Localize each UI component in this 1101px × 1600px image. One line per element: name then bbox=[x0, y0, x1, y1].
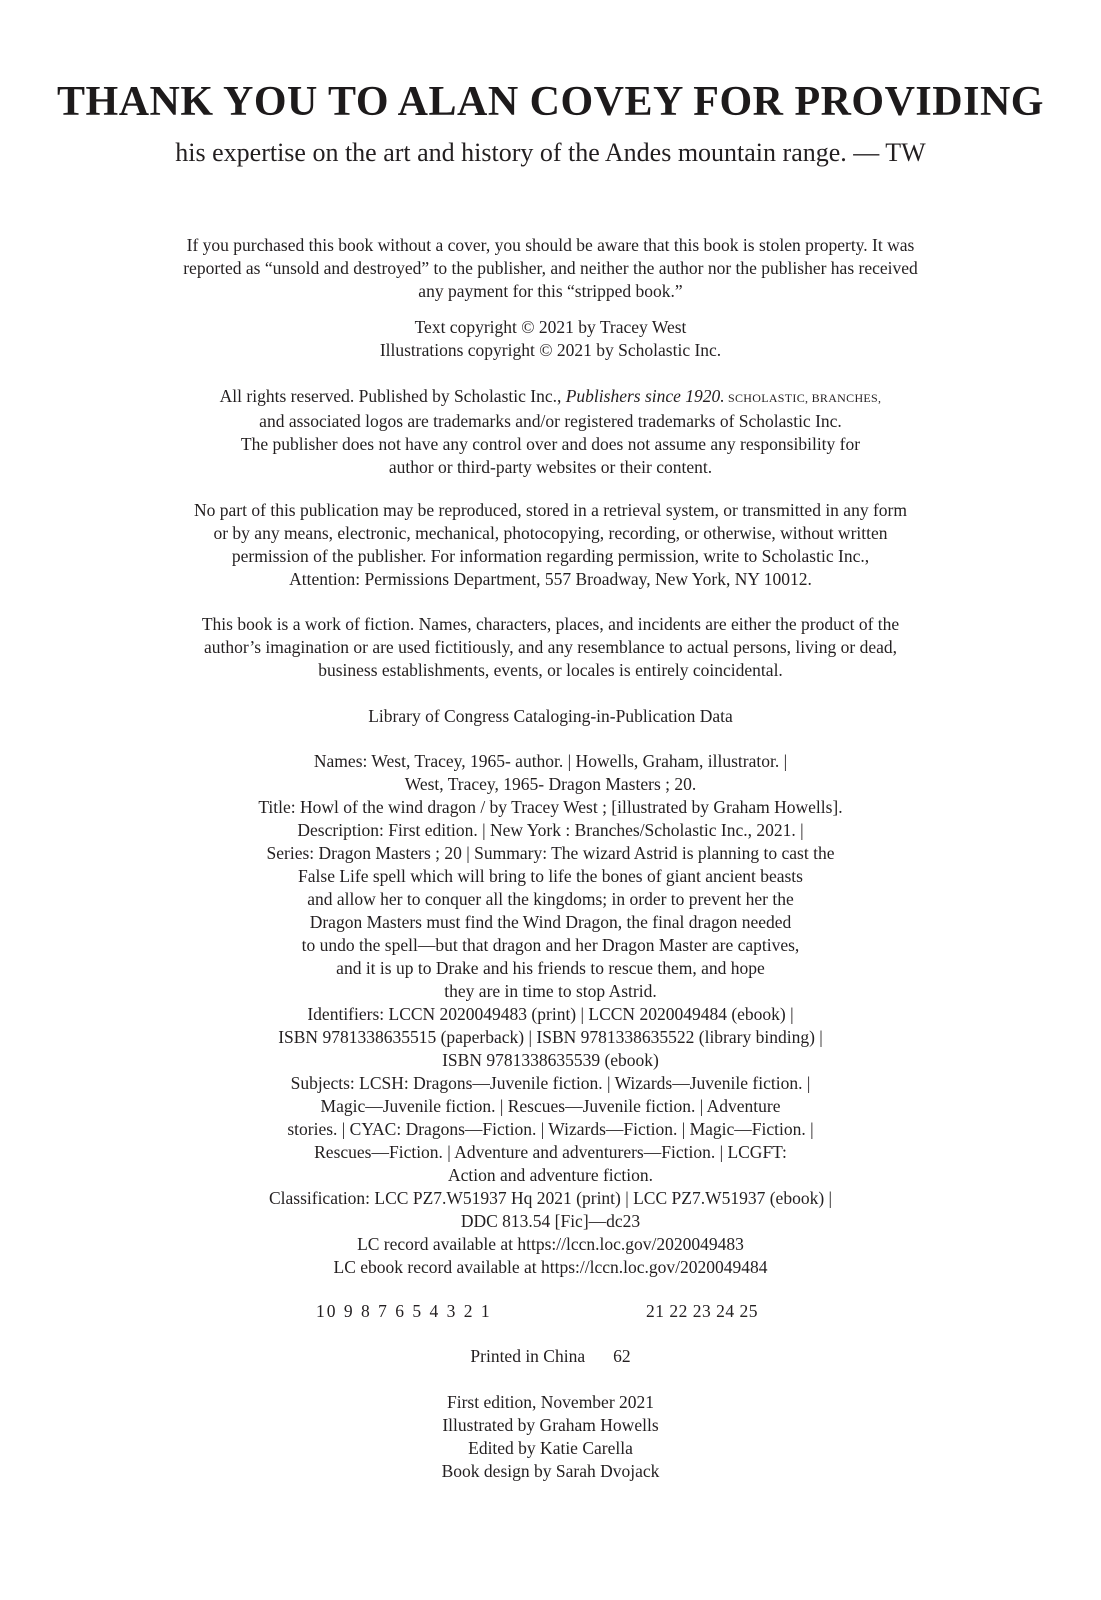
rights-reserved bbox=[60, 385, 1041, 479]
rights-line: The publisher does not have any control over and does not assume any responsibility for bbox=[240, 434, 861, 454]
printed-in-country: Printed in China bbox=[470, 1346, 586, 1366]
printer-code: 62 bbox=[613, 1346, 631, 1366]
cip-line: and allow her to conquer all the kingdoms; in order to prevent her the bbox=[307, 889, 794, 909]
cip-line: Identifiers: LCCN 2020049483 (print) | LCCN 2020049484 (ebook) | bbox=[307, 1004, 794, 1024]
illustrator-credit: Illustrated by Graham Howells bbox=[442, 1415, 659, 1435]
impression-line: 10 9 8 7 6 5 4 3 2 1 bbox=[316, 1301, 492, 1321]
printing-numbers bbox=[0, 1300, 1101, 1324]
notice-line: If you purchased this book without a cover, you should be aware that this book is stolen property. It was bbox=[186, 235, 915, 255]
fiction-line: This book is a work of fiction. Names, characters, places, and incidents are either the product of the bbox=[201, 614, 900, 634]
cip-line: False Life spell which will bring to life the bones of giant ancient beasts bbox=[298, 866, 803, 886]
rights-line: author or third-party websites or their content. bbox=[388, 457, 713, 477]
cip-line: stories. | CYAC: Dragons—Fiction. | Wizards—Fiction. | Magic—Fiction. | bbox=[287, 1119, 814, 1139]
reproduction-line: Attention: Permissions Department, 557 Broadway, New York, NY 10012. bbox=[289, 569, 812, 589]
fiction-notice bbox=[60, 613, 1041, 682]
cip-line: Series: Dragon Masters ; 20 | Summary: The wizard Astrid is planning to cast the bbox=[266, 843, 835, 863]
rights-line: and associated logos are trademarks and/or registered trademarks of Scholastic Inc. bbox=[259, 411, 842, 431]
rights-line-start: All rights reserved. Published by Scholastic Inc., bbox=[219, 386, 566, 406]
editor-credit: Edited by Katie Carella bbox=[468, 1438, 633, 1458]
cip-line: Dragon Masters must find the Wind Dragon, the final dragon needed bbox=[309, 912, 792, 932]
cip-line: Names: West, Tracey, 1965- author. | Howells, Graham, illustrator. | bbox=[313, 751, 788, 771]
designer-credit: Book design by Sarah Dvojack bbox=[441, 1461, 660, 1481]
cip-line: Rescues—Fiction. | Adventure and adventurers—Fiction. | LCGFT: bbox=[314, 1142, 787, 1162]
lc-record-link: LC record available at https://lccn.loc.gov/2020049483 bbox=[357, 1234, 744, 1254]
notice-line: any payment for this “stripped book.” bbox=[418, 281, 683, 301]
lc-ebook-record-link: LC ebook record available at https://lccn.loc.gov/2020049484 bbox=[333, 1257, 768, 1277]
cip-line: to undo the spell—but that dragon and her Dragon Master are captives, bbox=[301, 935, 800, 955]
printed-in bbox=[0, 1345, 1101, 1368]
cip-line: DDC 813.54 [Fic]—dc23 bbox=[460, 1211, 641, 1231]
acknowledgment-subheading: his expertise on the art and history of the Andes mountain range. — TW bbox=[175, 138, 926, 167]
cip-line: Action and adventure fiction. bbox=[447, 1165, 654, 1185]
notice-line: reported as “unsold and destroyed” to the publisher, and neither the author nor the publisher has received bbox=[183, 258, 918, 278]
reproduction-line: permission of the publisher. For information regarding permission, write to Scholastic Inc., bbox=[231, 546, 870, 566]
stripped-book-notice bbox=[60, 234, 1041, 303]
text-copyright: Text copyright © 2021 by Tracey West bbox=[414, 317, 687, 337]
cip-line: Magic—Juvenile fiction. | Rescues—Juvenile fiction. | Adventure bbox=[320, 1096, 781, 1116]
cip-line: and it is up to Drake and his friends to rescue them, and hope bbox=[336, 958, 765, 978]
acknowledgment-heading: THANK YOU TO ALAN COVEY FOR PROVIDING bbox=[57, 79, 1044, 125]
trademark-names: SCHOLASTIC, BRANCHES, bbox=[724, 391, 882, 405]
fiction-line: author’s imagination or are used fictitiously, and any resemblance to actual persons, living or dead, bbox=[204, 637, 897, 657]
reproduction-line: No part of this publication may be reproduced, stored in a retrieval system, or transmitted in any form bbox=[194, 500, 907, 520]
cip-heading: Library of Congress Cataloging-in-Publication Data bbox=[368, 706, 733, 726]
cip-line: they are in time to stop Astrid. bbox=[444, 981, 657, 1001]
year-line: 21 22 23 24 25 bbox=[646, 1301, 758, 1321]
cip-line: Description: First edition. | New York : Branches/Scholastic Inc., 2021. | bbox=[297, 820, 804, 840]
cip-line: Subjects: LCSH: Dragons—Juvenile fiction. | Wizards—Juvenile fiction. | bbox=[290, 1073, 811, 1093]
fiction-line: business establishments, events, or locales is entirely coincidental. bbox=[318, 660, 783, 680]
edition-line: First edition, November 2021 bbox=[446, 1392, 655, 1412]
cip-data bbox=[60, 750, 1041, 1279]
cip-line: Title: Howl of the wind dragon / by Tracey West ; [illustrated by Graham Howells]. bbox=[258, 797, 843, 817]
publishers-since: Publishers since 1920. bbox=[565, 386, 725, 406]
copyright-notice bbox=[60, 316, 1041, 362]
cip-line: Classification: LCC PZ7.W51937 Hq 2021 (print) | LCC PZ7.W51937 (ebook) | bbox=[268, 1188, 833, 1208]
reproduction-line: or by any means, electronic, mechanical, photocopying, recording, or otherwise, without written bbox=[213, 523, 888, 543]
rights-line bbox=[60, 385, 1041, 410]
cip-line: West, Tracey, 1965- Dragon Masters ; 20. bbox=[404, 774, 697, 794]
cip-line: ISBN 9781338635539 (ebook) bbox=[442, 1050, 659, 1070]
edition-credits bbox=[60, 1391, 1041, 1483]
illustrations-copyright: Illustrations copyright © 2021 by Scholastic Inc. bbox=[379, 340, 722, 360]
reproduction-notice bbox=[60, 499, 1041, 591]
cip-line: ISBN 9781338635515 (paperback) | ISBN 9781338635522 (library binding) | bbox=[278, 1027, 823, 1047]
